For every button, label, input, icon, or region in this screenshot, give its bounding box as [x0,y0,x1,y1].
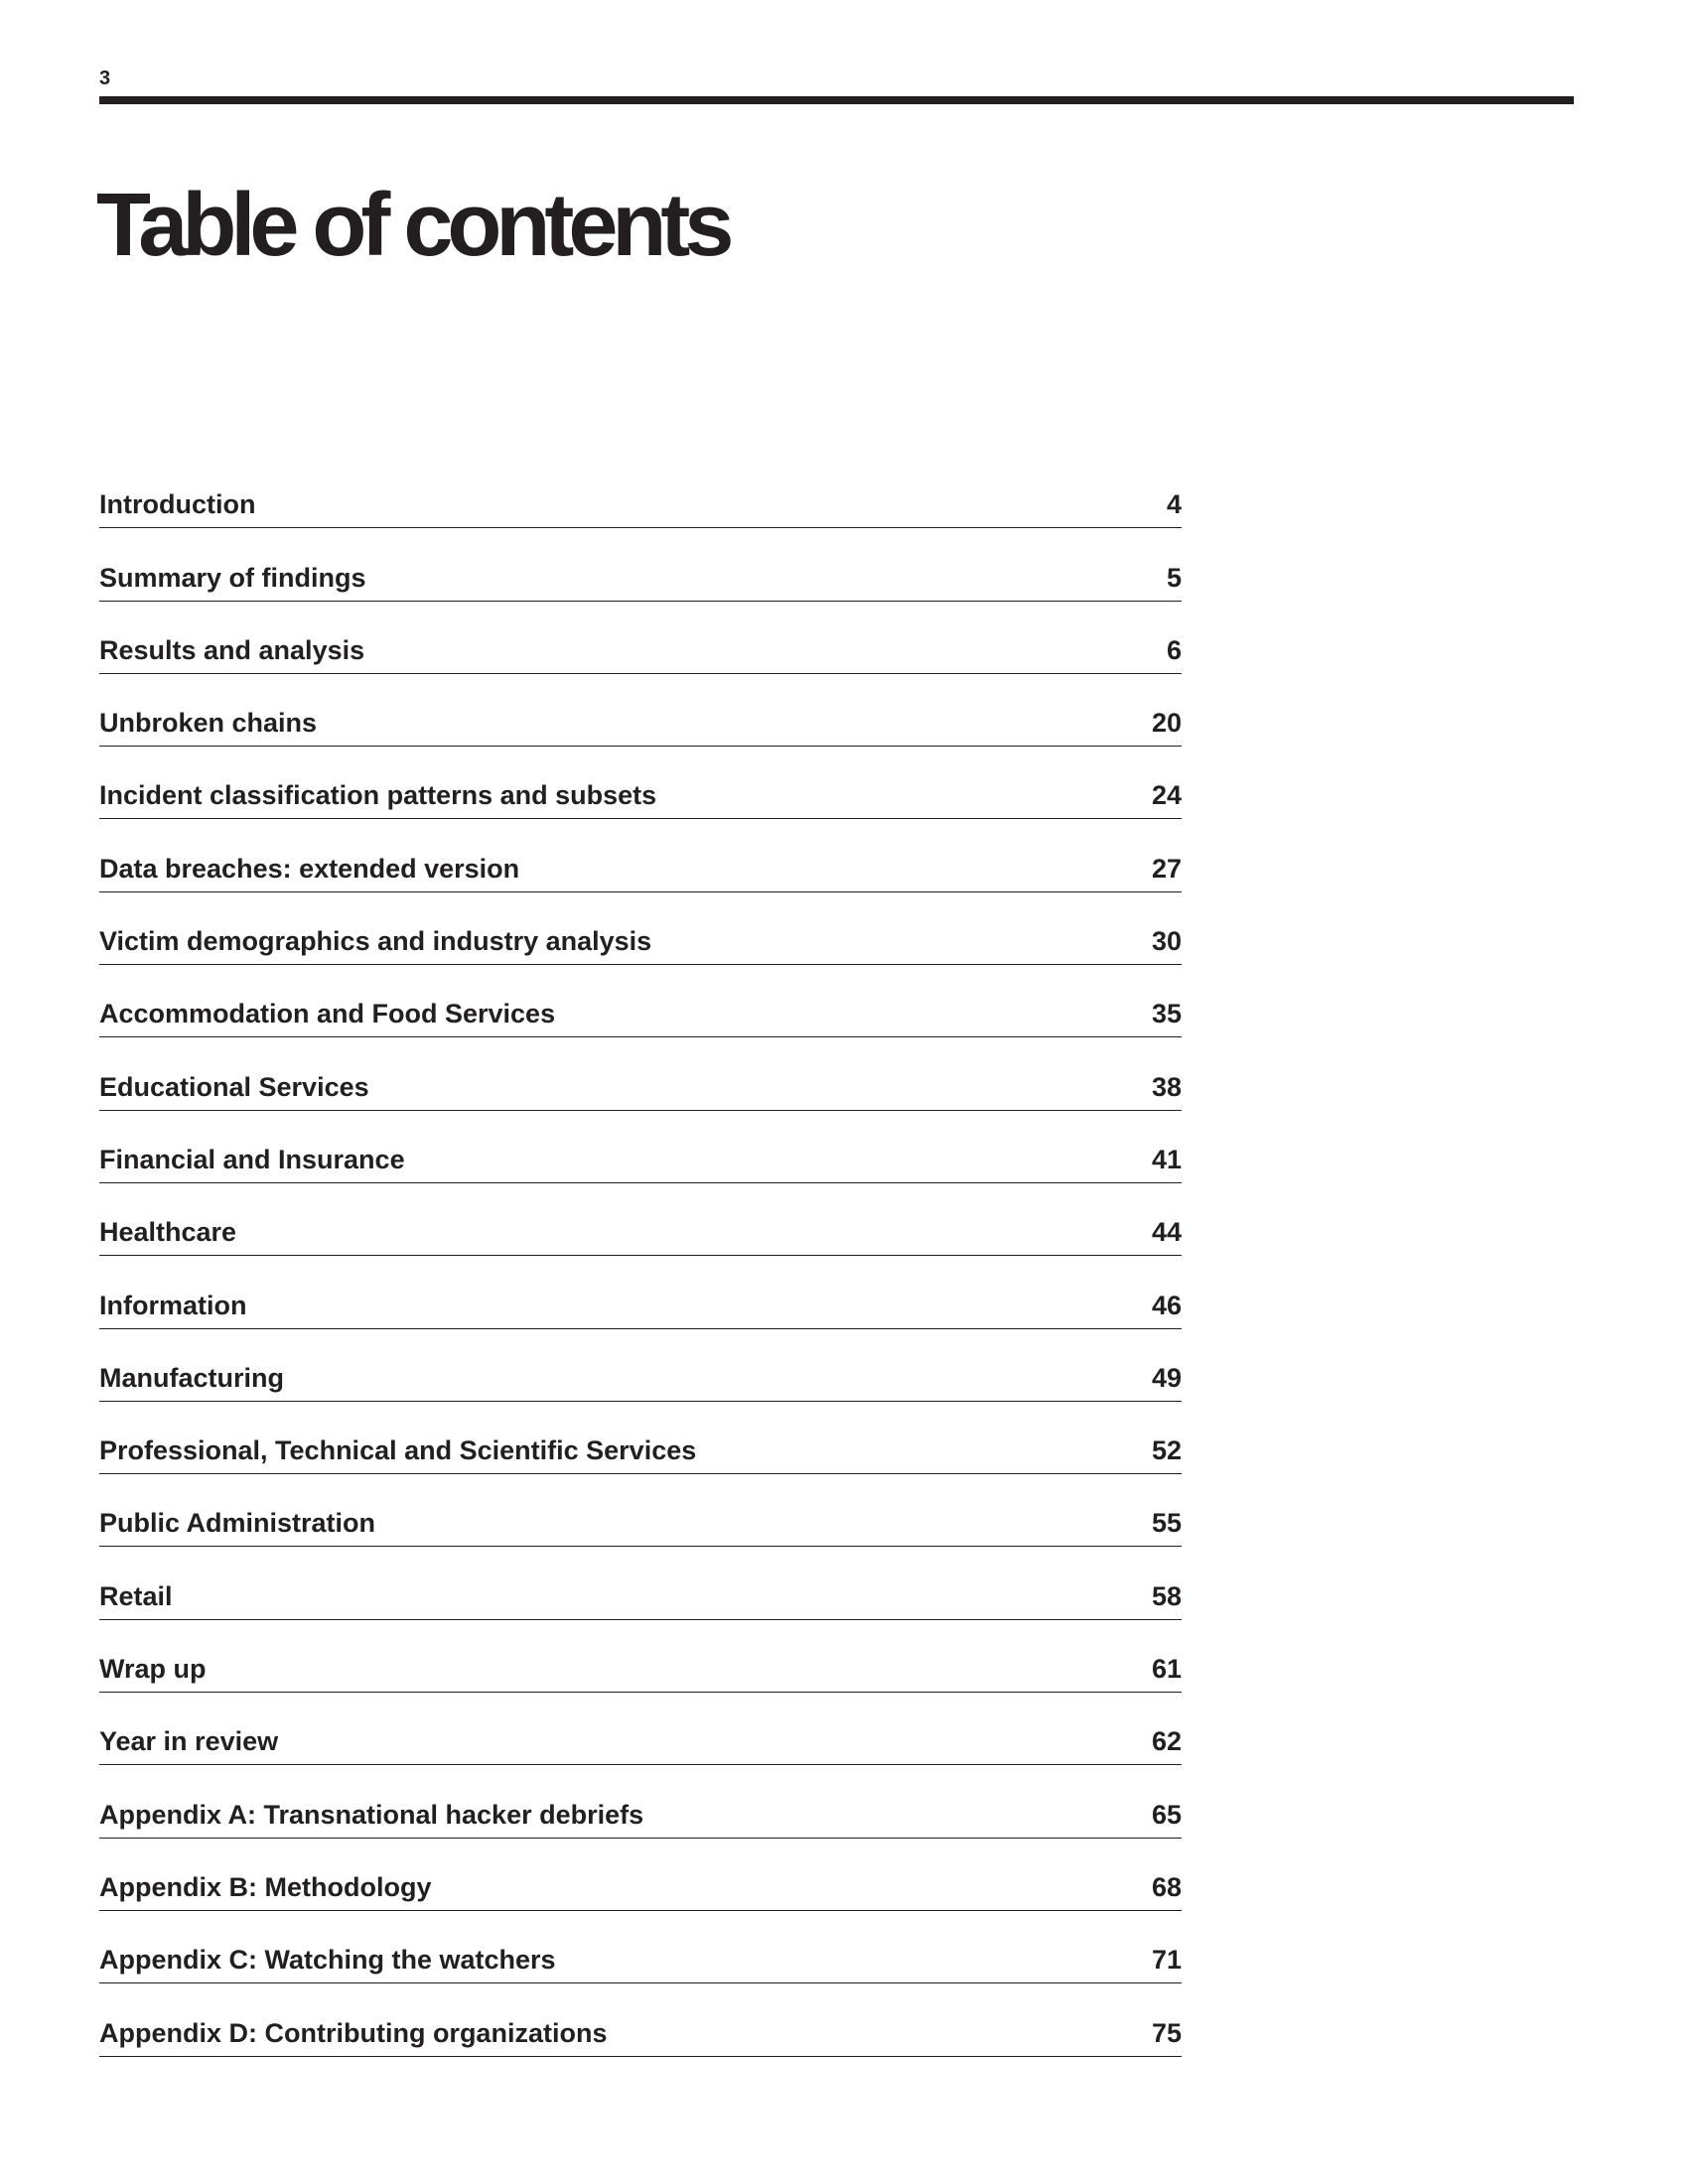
toc-entry-label: Wrap up [99,1654,207,1685]
toc-entry-page: 52 [1151,1435,1182,1466]
toc-entry-page: 30 [1151,926,1182,957]
toc-entry[interactable] [99,965,1182,1037]
toc-entry-label: Public Administration [99,1508,376,1539]
toc-entry[interactable] [99,674,1182,747]
toc-entry-page: 46 [1151,1290,1182,1320]
toc-entry-page: 41 [1151,1144,1182,1174]
toc-entry-page: 6 [1166,634,1182,665]
toc-entry-page: 65 [1151,1799,1182,1830]
toc-entry[interactable] [99,1256,1182,1328]
toc-entry[interactable] [99,456,1182,528]
toc-entry-page: 20 [1151,708,1182,739]
toc-entry[interactable] [99,819,1182,891]
toc-entry[interactable] [99,1037,1182,1110]
toc-entry[interactable] [99,602,1182,674]
toc-entry[interactable] [99,1474,1182,1547]
page-number: 3 [99,68,111,89]
toc-entry-label: Unbroken chains [99,708,318,739]
toc-entry-label: Summary of findings [99,562,366,593]
toc-entry-label: Appendix A: Transnational hacker debriefs [99,1799,644,1830]
toc-entry[interactable] [99,892,1182,965]
toc-entry-page: 35 [1151,999,1182,1029]
header-rule [99,96,1574,104]
toc-entry[interactable] [99,528,1182,601]
toc-entry[interactable] [99,1983,1182,2056]
toc-entry-label: Information [99,1290,247,1320]
toc-entry-label: Introduction [99,489,256,520]
toc-entry-page: 61 [1151,1654,1182,1685]
toc-entry[interactable] [99,1183,1182,1256]
toc-entry-page: 38 [1151,1071,1182,1102]
toc-entry[interactable] [99,1693,1182,1765]
toc-entry-label: Professional, Technical and Scientific Services [99,1435,697,1466]
toc-entry-page: 27 [1151,853,1182,884]
toc-entry-label: Manufacturing [99,1362,284,1393]
toc-entry-label: Incident classification patterns and subsets [99,780,657,811]
toc-entry-label: Retail [99,1580,173,1611]
toc-entry-label: Appendix C: Watching the watchers [99,1945,556,1976]
toc-entry-page: 4 [1166,489,1182,520]
toc-entry-label: Results and analysis [99,634,365,665]
toc-entry-label: Year in review [99,1726,279,1757]
toc-entry-page: 44 [1151,1217,1182,1248]
toc-entry-label: Accommodation and Food Services [99,999,556,1029]
toc-entry-label: Healthcare [99,1217,237,1248]
toc-entry-page: 49 [1151,1362,1182,1393]
toc-entry-page: 24 [1151,780,1182,811]
toc-entry[interactable] [99,1402,1182,1474]
toc-entry-page: 62 [1151,1726,1182,1757]
toc-entry-label: Appendix B: Methodology [99,1871,432,1902]
toc-entry[interactable] [99,747,1182,819]
toc-entry[interactable] [99,1111,1182,1183]
toc-entry-page: 75 [1151,2017,1182,2048]
toc-entry-page: 58 [1151,1580,1182,1611]
toc-entry[interactable] [99,1765,1182,1838]
toc-entry[interactable] [99,1547,1182,1619]
toc-entry-page: 68 [1151,1871,1182,1902]
toc-entry-page: 55 [1151,1508,1182,1539]
toc-entry-label: Educational Services [99,1071,369,1102]
toc-entry[interactable] [99,1911,1182,1983]
toc-entry[interactable] [99,1620,1182,1693]
toc-entry-label: Victim demographics and industry analysis [99,926,652,957]
toc-entry-page: 5 [1166,562,1182,593]
toc-entry[interactable] [99,1329,1182,1402]
page-title: Table of contents [96,176,729,275]
table-of-contents [99,456,1182,2057]
toc-entry-label: Data breaches: extended version [99,853,520,884]
toc-entry-label: Appendix D: Contributing organizations [99,2017,608,2048]
toc-entry-label: Financial and Insurance [99,1144,405,1174]
toc-entry-page: 71 [1151,1945,1182,1976]
toc-entry[interactable] [99,1839,1182,1911]
